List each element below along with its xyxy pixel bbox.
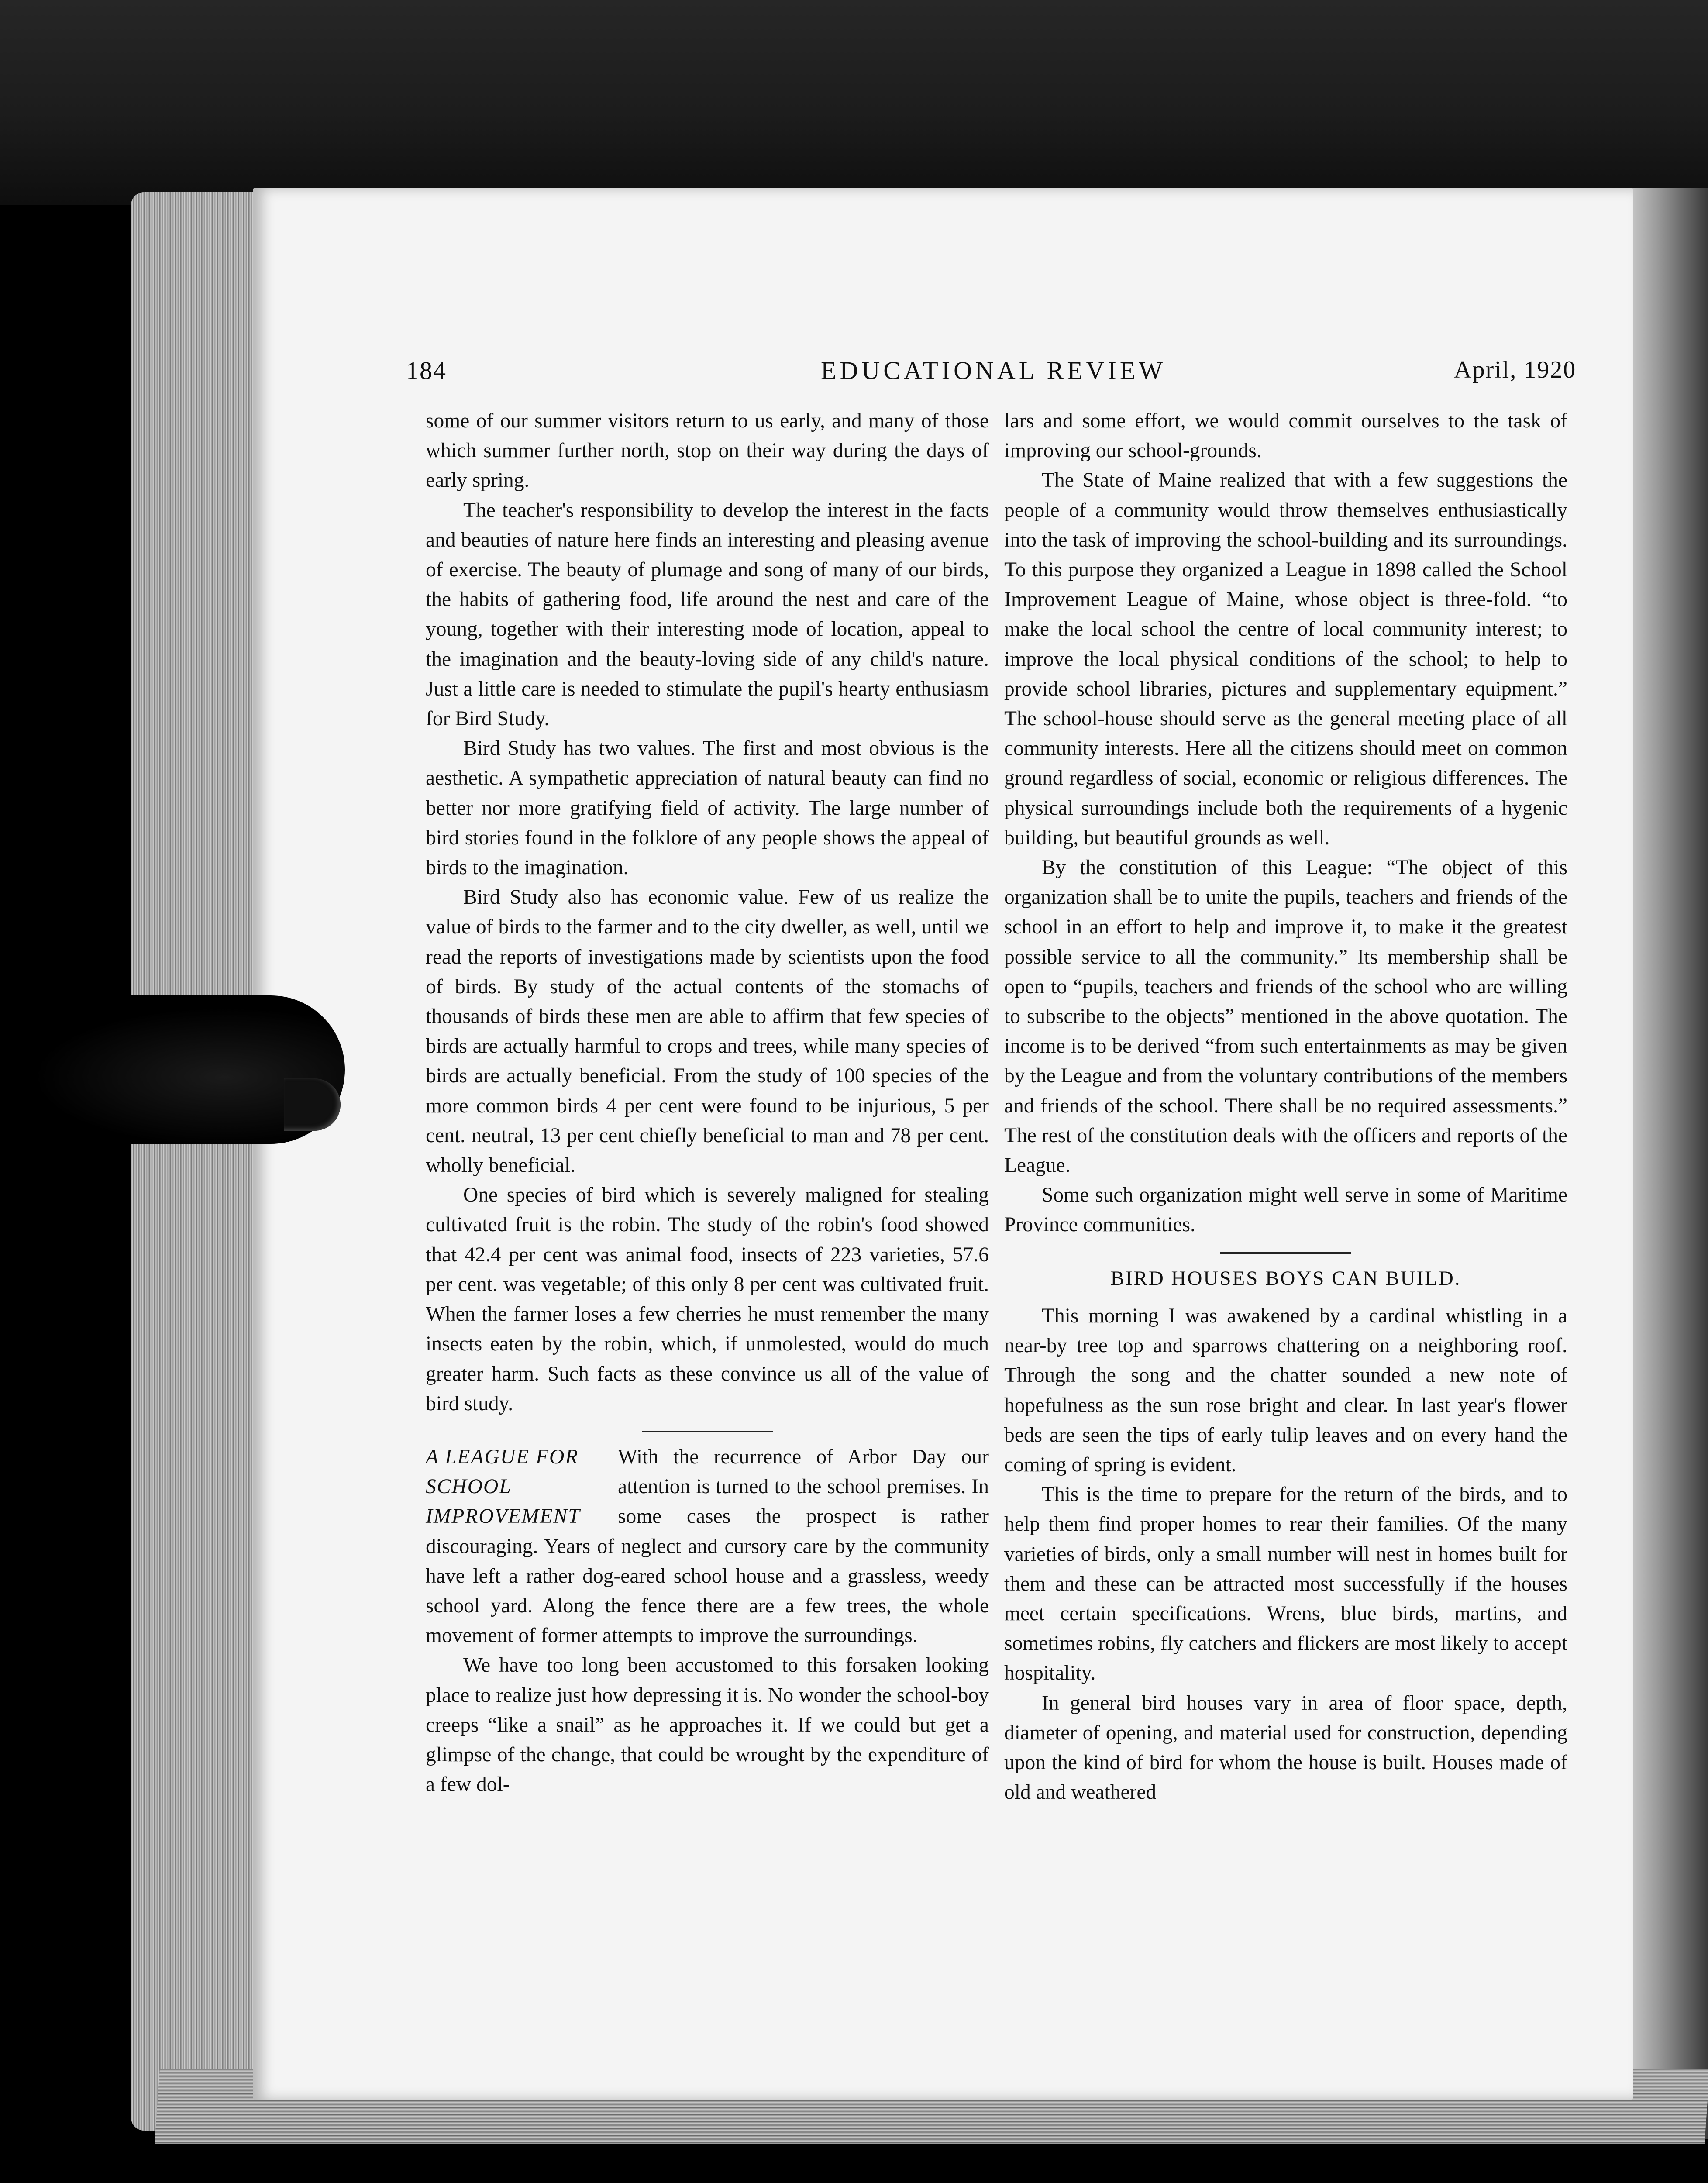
paragraph: lars and some effort, we would commit ourselves to the task of improving our school-grounds.	[1004, 410, 1567, 462]
paragraph: Bird Study also has economic value. Few of us realize the value of birds to the farmer and to the city dweller, as well, until we read the reports of investigations made by scientists upon the food of birds. By study of the actual contents of the stomachs of thousands of birds these men are able to affirm that few species of birds are actually harmful to crops and trees, while many species of birds are actually beneficial. From the study of 100 species of the more common birds 4 per cent were found to be injurious, 5 per cent. neutral, 13 per cent chiefly beneficial to man and 78 per cent. wholly beneficial.	[426, 886, 989, 1177]
league-section	[426, 1442, 989, 1650]
paragraph: Bird Study has two values. The first and most obvious is the aesthetic. A sympathetic appreciation of natural beauty can find no better nor more gratifying field of activity. The large number of bird stories found in the folklore of any people shows the appeal of birds to the imagination.	[426, 737, 989, 879]
thumbnail-shadow	[284, 1078, 341, 1131]
section-sidehead: A LEAGUE FOR SCHOOL IMPROVEMENT	[426, 1445, 581, 1528]
right-column	[1004, 406, 1567, 1807]
section-divider	[642, 1431, 773, 1432]
scan-background	[0, 0, 1708, 205]
paragraph: The teacher's responsibility to develop the interest in the facts and beauties of nature here finds an interesting and pleasing avenue of exercise. The beauty of plumage and song of many of our birds, the habits of gathering food, life around the nest and care of the young, together with their interesting mode of location, appeal to the imagination and the beauty-loving side of any child's nature. Just a little care is needed to stimulate the pupil's hearty enthusiasm for Bird Study.	[426, 499, 989, 730]
book-page-edges	[131, 192, 258, 2131]
issue-date: April, 1920	[1454, 356, 1577, 383]
paragraph: The State of Maine realized that with a few suggestions the people of a community would throw themselves enthusiastically into the task of improving the school-building and its surroundings. To this purpose they organized a League in 1898 called the School Improvement League of Maine, whose object is three-fold. “to make the local school the centre of local community interest; to improve the local physical conditions of the school; to help to provide school libraries, pictures and supplementary equipment.” The school-house should serve as the general meeting place of all community interests. Here all the citizens should meet on common ground regardless of social, economic or religious differences. The physical surroundings include both the requirements of a hygenic building, but beautiful grounds as well.	[1004, 469, 1567, 849]
running-title: EDUCATIONAL REVIEW	[821, 356, 1167, 385]
section-divider	[1220, 1252, 1351, 1254]
paragraph: With the recurrence of Arbor Day our attention is turned to the school premises. In some cases the prospect is rather discouraging. Years of neglect and cursory care by the community have left a rather dog-eared school house and a grassless, weedy school yard. Along the fence there are a few trees, the whole movement of former attempts to improve the surroundings.	[426, 1445, 989, 1647]
section-title: BIRD HOUSES BOYS CAN BUILD.	[1110, 1267, 1461, 1290]
page-number: 184	[406, 356, 447, 385]
book-right-edge	[1624, 188, 1708, 2139]
left-column	[426, 406, 989, 1799]
paragraph: This is the time to prepare for the return of the birds, and to help them find proper homes to rear their families. Of the many varieties of birds, only a small number will nest in homes built for them and these can be attracted most successfully if the houses meet certain specifications. Wrens, blue birds, martins, and sometimes robins, fly catchers and flickers are most likely to accept hospitality.	[1004, 1483, 1567, 1685]
paragraph: In general bird houses vary in area of floor space, depth, diameter of opening, and material used for construction, depending upon the kind of bird for whom the house is built. Houses made of old and weathered	[1004, 1691, 1567, 1804]
paragraph: One species of bird which is severely maligned for stealing cultivated fruit is the robin. The study of the robin's food showed that 42.4 per cent was animal food, insects of 223 varieties, 57.6 per cent. was vegetable; of this only 8 per cent was cultivated fruit. When the farmer loses a few cherries he must remember the many insects eaten by the robin, which, if unmolested, would do much greater harm. Such facts as these convince us all of the value of bird study.	[426, 1184, 989, 1415]
paragraph: We have too long been accustomed to this forsaken looking place to realize just how depressing it is. No wonder the school-boy creeps “like a snail” as he approaches it. If we could but get a glimpse of the change, that could be wrought by the expenditure of a few dol-	[426, 1654, 989, 1796]
paragraph: some of our summer visitors return to us early, and many of those which summer further north, stop on their way during the days of early spring.	[426, 410, 989, 492]
paragraph: By the constitution of this League: “The object of this organization shall be to unite the pupils, teachers and friends of the school in an effort to help and improve it, to make it the greatest possible service to all the community.” Its membership shall be open to “pupils, teachers and friends of the school who are willing to subscribe to the objects” mentioned in the above quotation. The income is to be derived “from such entertainments as may be given by the League and from the voluntary contributions of the members and friends of the school. There shall be no required assessments.” The rest of the constitution deals with the officers and reports of the League.	[1004, 856, 1567, 1177]
paragraph: This morning I was awakened by a cardinal whistling in a near-by tree top and sparrows chattering on a neighboring roof. Through the song and the chatter sounded a new note of hopefulness as the sun rose bright and clear. In last year's flower beds are seen the tips of early tulip leaves and on every hand the coming of spring is evident.	[1004, 1304, 1567, 1476]
paragraph: Some such organization might well serve in some of Maritime Province communities.	[1004, 1184, 1567, 1236]
